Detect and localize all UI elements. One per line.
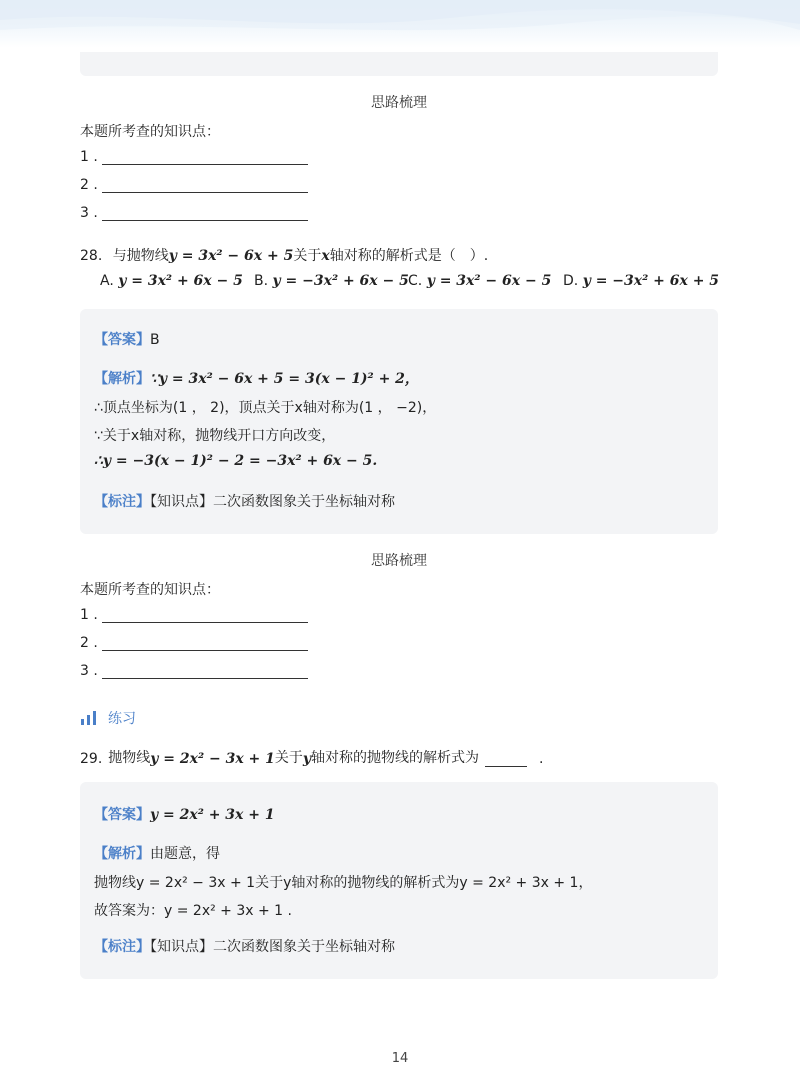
blank-line[interactable]	[102, 636, 308, 651]
analysis-row-1: 【解析】∵y = 3x² − 6x + 5 = 3(x − 1)² + 2，	[94, 371, 419, 387]
answer-blank[interactable]	[485, 754, 527, 767]
answer-box-28	[80, 309, 718, 534]
question-29-stem: 29. 抛物线 y = 2x² − 3x + 1 关于 y 轴对称的抛物线的解析式为 .	[80, 750, 544, 767]
header-wave-decoration	[0, 0, 800, 48]
note-row: 【标注】【知识点】二次函数图象关于坐标轴对称	[94, 939, 395, 955]
blank-line[interactable]	[102, 664, 308, 679]
answer-box-29	[80, 782, 718, 979]
answer-row: 【答案】y = 2x² + 3x + 1	[94, 807, 275, 823]
knowledge-intro: 本题所考查的知识点：	[80, 582, 220, 598]
blank-line[interactable]	[102, 206, 308, 221]
analysis-row-2: 抛物线y = 2x² − 3x + 1关于y轴对称的抛物线的解析式为y = 2x² + 3x + 1，	[94, 875, 593, 891]
answer-row: 【答案】B	[94, 332, 160, 348]
blank-line[interactable]	[102, 178, 308, 193]
blank-line[interactable]	[102, 608, 308, 623]
choice-c[interactable]: C. y = 3x² − 6x − 5	[408, 273, 552, 289]
knowledge-item-2: 2 .	[80, 635, 308, 651]
practice-header: 练习	[80, 708, 136, 728]
choice-a[interactable]: A. y = 3x² + 6x − 5	[100, 273, 243, 289]
knowledge-item-3: 3 .	[80, 663, 308, 679]
page-number: 14	[391, 1051, 409, 1066]
section-title: 思路梳理	[371, 95, 427, 111]
analysis-row-4: ∴y = −3(x − 1)² − 2 = −3x² + 6x − 5.	[94, 453, 378, 469]
knowledge-item-3: 3 .	[80, 205, 308, 221]
note-row: 【标注】【知识点】二次函数图象关于坐标轴对称	[94, 494, 395, 510]
knowledge-item-1: 1 .	[80, 607, 308, 623]
header-band	[0, 0, 800, 48]
previous-answer-box	[80, 52, 718, 76]
knowledge-item-2: 2 .	[80, 177, 308, 193]
analysis-row-1: 【解析】由题意，得	[94, 846, 220, 862]
section-title: 思路梳理	[371, 553, 427, 569]
question-28-stem: 28. 与抛物线y = 3x² − 6x + 5关于x轴对称的解析式是（ ）.	[80, 248, 489, 264]
choice-b[interactable]: B. y = −3x² + 6x − 5	[254, 273, 409, 289]
analysis-row-3: 故答案为：y = 2x² + 3x + 1 .	[94, 903, 292, 919]
analysis-row-3: ∵关于x轴对称，抛物线开口方向改变，	[94, 428, 336, 444]
choice-d[interactable]: D. y = −3x² + 6x + 5	[563, 273, 720, 289]
analysis-row-2: ∴顶点坐标为(1 ， 2)，顶点关于x轴对称为(1 ， −2)，	[94, 400, 437, 416]
bar-chart-icon	[80, 711, 98, 725]
knowledge-intro: 本题所考查的知识点：	[80, 124, 220, 140]
knowledge-item-1: 1 .	[80, 149, 308, 165]
blank-line[interactable]	[102, 150, 308, 165]
